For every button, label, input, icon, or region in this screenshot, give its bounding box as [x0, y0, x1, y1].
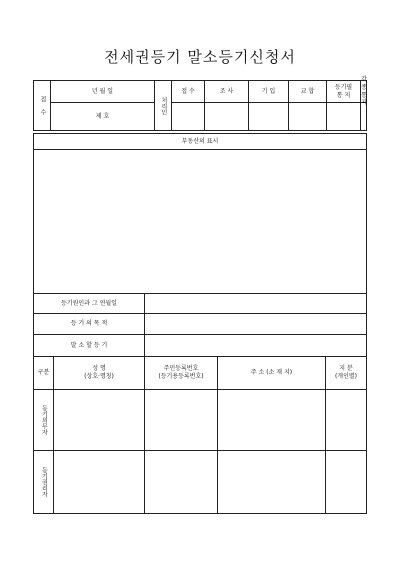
stage-cell-entry[interactable] — [249, 103, 289, 131]
party-header-id-number: 주민등록번호 (등기용등록번호) — [145, 357, 218, 390]
stage-header-review: 조 사 — [205, 81, 249, 103]
info-value-purpose[interactable] — [145, 314, 366, 335]
form-title: 전세권등기 말소등기신청서 — [104, 48, 296, 66]
stage-cell-completion-notice[interactable] — [327, 103, 361, 131]
info-value-cause-date[interactable] — [145, 294, 366, 314]
info-value-cancel-registration[interactable] — [145, 335, 366, 357]
holder-share-cell[interactable] — [326, 451, 366, 513]
reception-table — [33, 75, 367, 131]
property-description-area[interactable] — [34, 150, 366, 294]
party-header-category: 구분 — [34, 357, 54, 390]
stage-header-collation: 교 합 — [289, 81, 327, 103]
reception-number-label: 제 호 — [51, 103, 155, 131]
processor-label: 처리인 — [155, 81, 172, 131]
stage-header-entry: 기 입 — [249, 81, 289, 103]
reception-date-header: 년 월 일 — [51, 81, 155, 103]
obligor-id-cell[interactable] — [145, 390, 218, 451]
stage-header-various-notice: 각종 통지 — [361, 75, 367, 107]
application-form — [33, 133, 367, 514]
party-header-share: 지 분 (개인별) — [326, 357, 366, 390]
info-label-cancel-registration: 말 소 할 등 기 — [34, 335, 145, 357]
party-header-name: 성 명 (상호·명칭) — [54, 357, 145, 390]
holder-name-cell[interactable] — [54, 451, 145, 513]
party-row-holder-label: 등기권리자 — [34, 451, 54, 513]
property-heading: 부동산의 표시 — [34, 134, 366, 150]
stage-header-receipt: 접 수 — [172, 81, 205, 103]
party-header-address: 주 소 (소 재 지) — [218, 357, 326, 390]
reception-label: 접 수 — [34, 81, 51, 131]
stage-cell-review[interactable] — [205, 103, 249, 131]
obligor-address-cell[interactable] — [218, 390, 326, 451]
stage-cell-collation[interactable] — [289, 103, 327, 131]
stage-cell-receipt[interactable] — [172, 103, 205, 131]
info-label-purpose: 등 기 의 목 적 — [34, 314, 145, 335]
obligor-name-cell[interactable] — [54, 390, 145, 451]
obligor-share-cell[interactable] — [326, 390, 366, 451]
stage-header-completion-notice: 등기필 통 지 — [327, 81, 361, 103]
holder-address-cell[interactable] — [218, 451, 326, 513]
holder-id-cell[interactable] — [145, 451, 218, 513]
info-label-cause-date: 등기원인과 그 연월일 — [34, 294, 145, 314]
party-row-obligor-label: 등기의무자 — [34, 390, 54, 451]
